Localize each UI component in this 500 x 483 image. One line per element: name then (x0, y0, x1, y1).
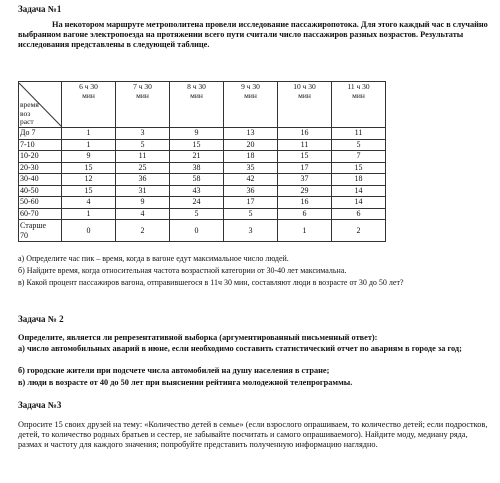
column-header: 8 ч 30 мин (170, 82, 224, 128)
table-cell: 58 (170, 174, 224, 186)
row-label: 60-70 (19, 208, 62, 220)
table-row (19, 220, 386, 242)
table-cell: 9 (116, 197, 170, 209)
table-row (19, 208, 386, 220)
table-cell: 15 (62, 185, 116, 197)
table-cell: 15 (278, 151, 332, 163)
table-header-row (19, 82, 386, 128)
task2-item-b: б) городские жители при подсчете числа автомобилей на душу населения в стране; (18, 366, 330, 375)
table-cell: 5 (116, 139, 170, 151)
table-cell: 3 (224, 220, 278, 242)
table-cell: 17 (224, 197, 278, 209)
corner-age-label-2: раст (20, 116, 34, 126)
table-row (19, 151, 386, 163)
column-header: 6 ч 30 мин (62, 82, 116, 128)
table-cell: 6 (332, 208, 386, 220)
table-cell: 6 (278, 208, 332, 220)
table-row (19, 162, 386, 174)
task1-intro: На некотором маршруте метрополитена провели исследование пассажиропотока. Для этого каждый час в случайно выбранном вагоне электропоезда на протяжении всего пути считали число пассажиров разных возрастов. Результаты исследования представлены в следующей таблице. (18, 20, 488, 49)
table-cell: 25 (116, 162, 170, 174)
column-header: 10 ч 30 мин (278, 82, 332, 128)
table-cell: 5 (332, 139, 386, 151)
table-row (19, 139, 386, 151)
corner-age-label-1: воз (20, 108, 31, 118)
table-cell: 1 (62, 208, 116, 220)
row-label: 30-40 (19, 174, 62, 186)
table-cell: 37 (278, 174, 332, 186)
table-cell: 1 (62, 139, 116, 151)
table-cell: 18 (224, 151, 278, 163)
row-label: 10-20 (19, 151, 62, 163)
table-cell: 1 (278, 220, 332, 242)
table-cell: 21 (170, 151, 224, 163)
task1-title: Задача №1 (18, 4, 62, 14)
row-label: 50-60 (19, 197, 62, 209)
table-row (19, 185, 386, 197)
task1-question-a: а) Определите час пик – время, когда в вагоне едут максимальное число людей. (18, 254, 289, 263)
task1-question-b: б) Найдите время, когда относительная частота возрастной категории от 30-40 лет максимальна. (18, 266, 347, 275)
task3-text: Опросите 15 своих друзей на тему: «Количество детей в семье» (если взрослого опрашиваем, то количество детей; если подростков, детей, то количество родных братьев и сестер, не забывайте посчитать и самого опрашиваемого). Найдите моду, медиану ряда, размах и частоту для каждого значения; попробуйте представить полученную информацию наглядно. (18, 420, 488, 449)
table-cell: 16 (278, 197, 332, 209)
table-cell: 4 (116, 208, 170, 220)
table-row (19, 128, 386, 140)
task2-item-c: в) люди в возрасте от 40 до 50 лет при выяснении рейтинга молодежной телепрограммы. (18, 378, 353, 387)
table-cell: 14 (332, 197, 386, 209)
table-cell: 9 (62, 151, 116, 163)
row-label: 7-10 (19, 139, 62, 151)
table-cell: 38 (170, 162, 224, 174)
row-label: 40-50 (19, 185, 62, 197)
task3-title: Задача №3 (18, 400, 62, 410)
table-cell: 4 (62, 197, 116, 209)
task2-title: Задача № 2 (18, 314, 64, 324)
table-cell: 7 (332, 151, 386, 163)
table-cell: 24 (170, 197, 224, 209)
column-header: 7 ч 30 мин (116, 82, 170, 128)
row-label: До 7 (19, 128, 62, 140)
table-cell: 5 (224, 208, 278, 220)
column-header: 9 ч 30 мин (224, 82, 278, 128)
table-cell: 9 (170, 128, 224, 140)
table-cell: 31 (116, 185, 170, 197)
table-cell: 15 (170, 139, 224, 151)
table-cell: 20 (224, 139, 278, 151)
column-header: 11 ч 30 мин (332, 82, 386, 128)
table-cell: 15 (62, 162, 116, 174)
table-cell: 36 (224, 185, 278, 197)
table-cell: 16 (278, 128, 332, 140)
task1-question-c: в) Какой процент пассажиров вагона, отправившегося в 11ч 30 мин, составляют люди в возрасте от 30 до 50 лет? (18, 278, 404, 287)
table-cell: 18 (332, 174, 386, 186)
table-cell: 0 (62, 220, 116, 242)
table-cell: 15 (332, 162, 386, 174)
table-cell: 5 (170, 208, 224, 220)
table-corner-cell (19, 82, 62, 128)
table-cell: 3 (116, 128, 170, 140)
table-cell: 2 (332, 220, 386, 242)
table-cell: 11 (116, 151, 170, 163)
table-cell: 29 (278, 185, 332, 197)
task2-item-a: а) число автомобильных аварий в июне, если необходимо составить статистический отчет по авариям в городе за год; (18, 344, 462, 353)
table-cell: 0 (170, 220, 224, 242)
table-cell: 13 (224, 128, 278, 140)
table-cell: 12 (62, 174, 116, 186)
table-cell: 2 (116, 220, 170, 242)
row-label: Старше 70 (19, 220, 62, 242)
table-cell: 14 (332, 185, 386, 197)
table-row (19, 197, 386, 209)
passenger-table (18, 81, 386, 242)
table-cell: 42 (224, 174, 278, 186)
table-cell: 35 (224, 162, 278, 174)
row-label: 20-30 (19, 162, 62, 174)
table-cell: 1 (62, 128, 116, 140)
table-cell: 11 (332, 128, 386, 140)
table-row (19, 174, 386, 186)
table-cell: 43 (170, 185, 224, 197)
table-cell: 36 (116, 174, 170, 186)
corner-time-label: время (20, 100, 39, 110)
task2-intro: Определите, является ли репрезентативной выборка (аргументированный письменный ответ): (18, 333, 378, 342)
table-cell: 11 (278, 139, 332, 151)
table-cell: 17 (278, 162, 332, 174)
